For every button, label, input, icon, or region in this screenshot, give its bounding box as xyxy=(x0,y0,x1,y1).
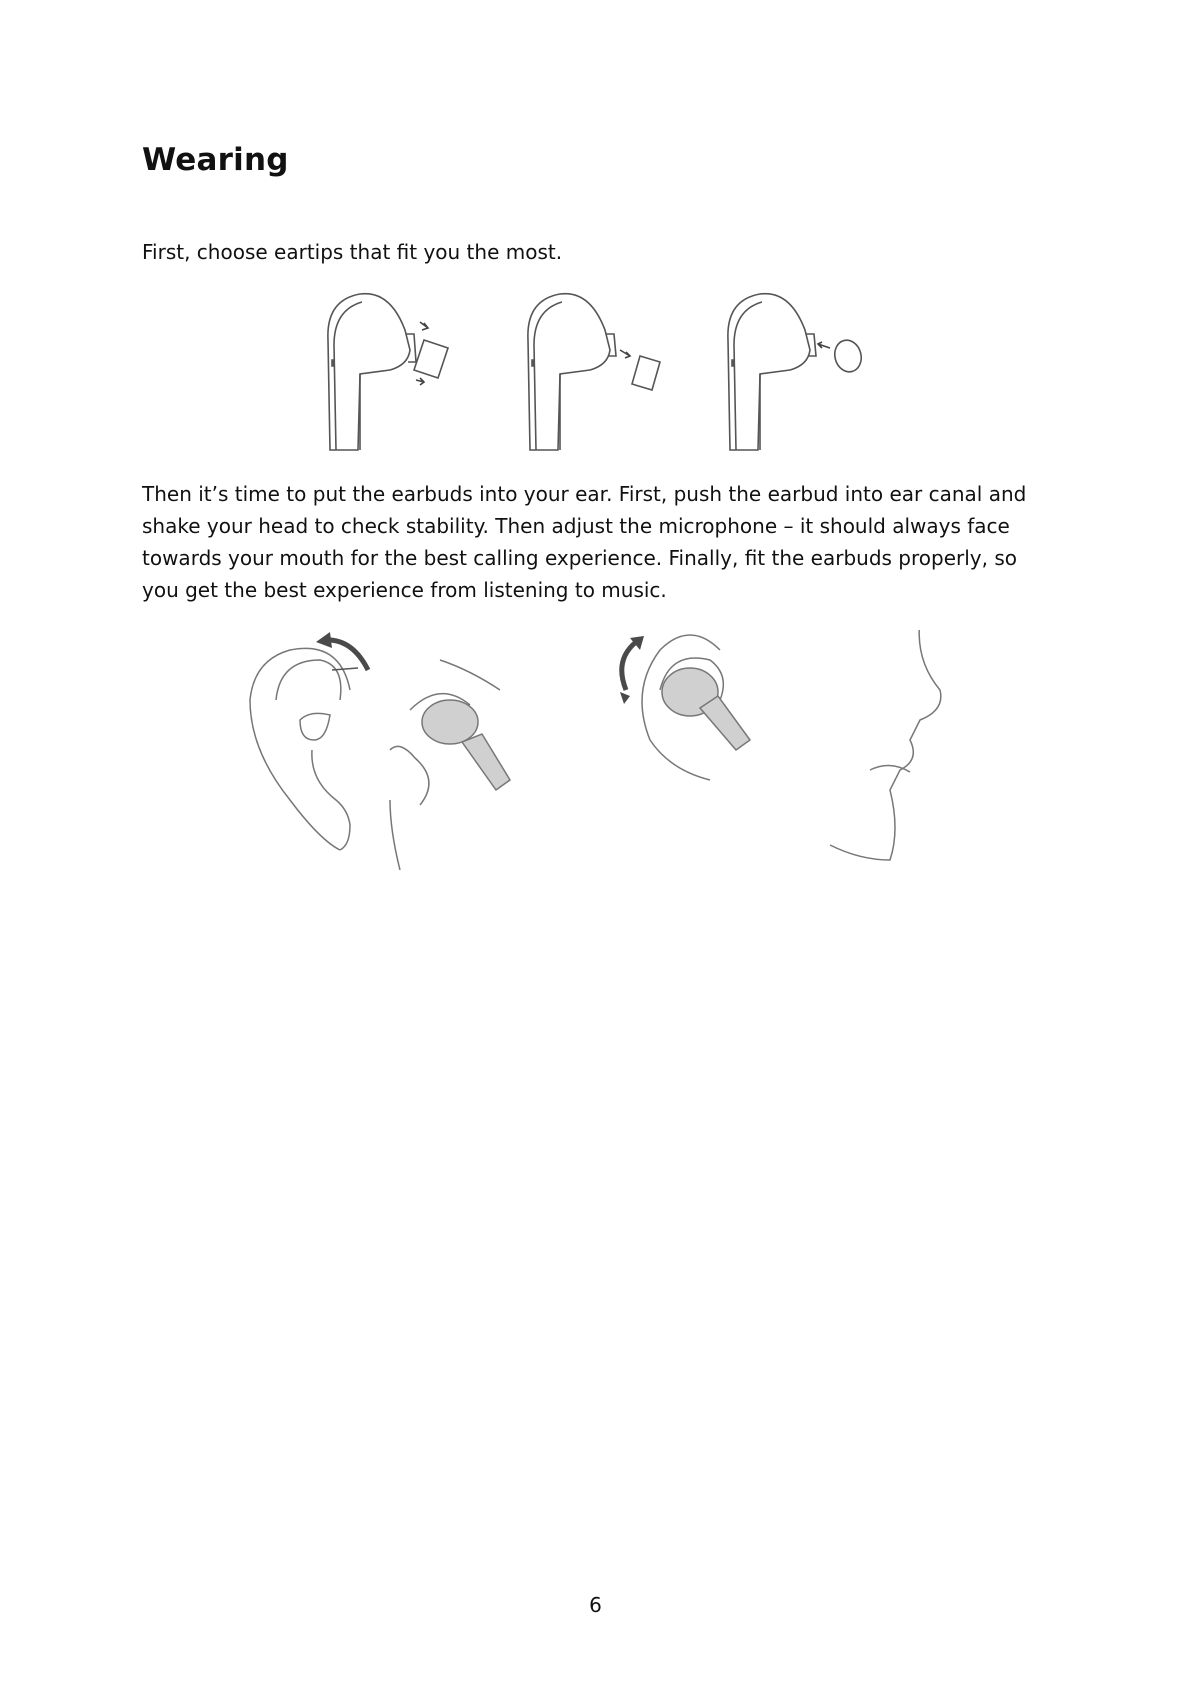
page-number: 6 xyxy=(589,1593,602,1617)
face-profile-icon xyxy=(830,630,941,860)
earbud-eartip-detached-icon xyxy=(528,294,660,450)
ear-insert-earbud-icon xyxy=(250,632,510,870)
fitting-illustration xyxy=(240,630,960,924)
ear-rotate-earbud-icon xyxy=(620,635,750,780)
earbud-remove-eartip-icon xyxy=(328,294,448,450)
section-title: Wearing xyxy=(142,142,289,178)
earbud-attach-eartip-icon xyxy=(728,294,865,450)
wearing-instruction: Then it’s time to put the earbuds into your ear. First, push the earbud into ear canal and shake your head to check stability. Then adjust the microphone – it should always face towards your mouth for the best calling experience. Finally, fit the earbuds properly, so you get the best experience from listening to music. xyxy=(142,482,1027,602)
eartip-illustration xyxy=(320,290,900,464)
eartip-instruction: First, choose eartips that fit you the most. xyxy=(142,240,563,264)
